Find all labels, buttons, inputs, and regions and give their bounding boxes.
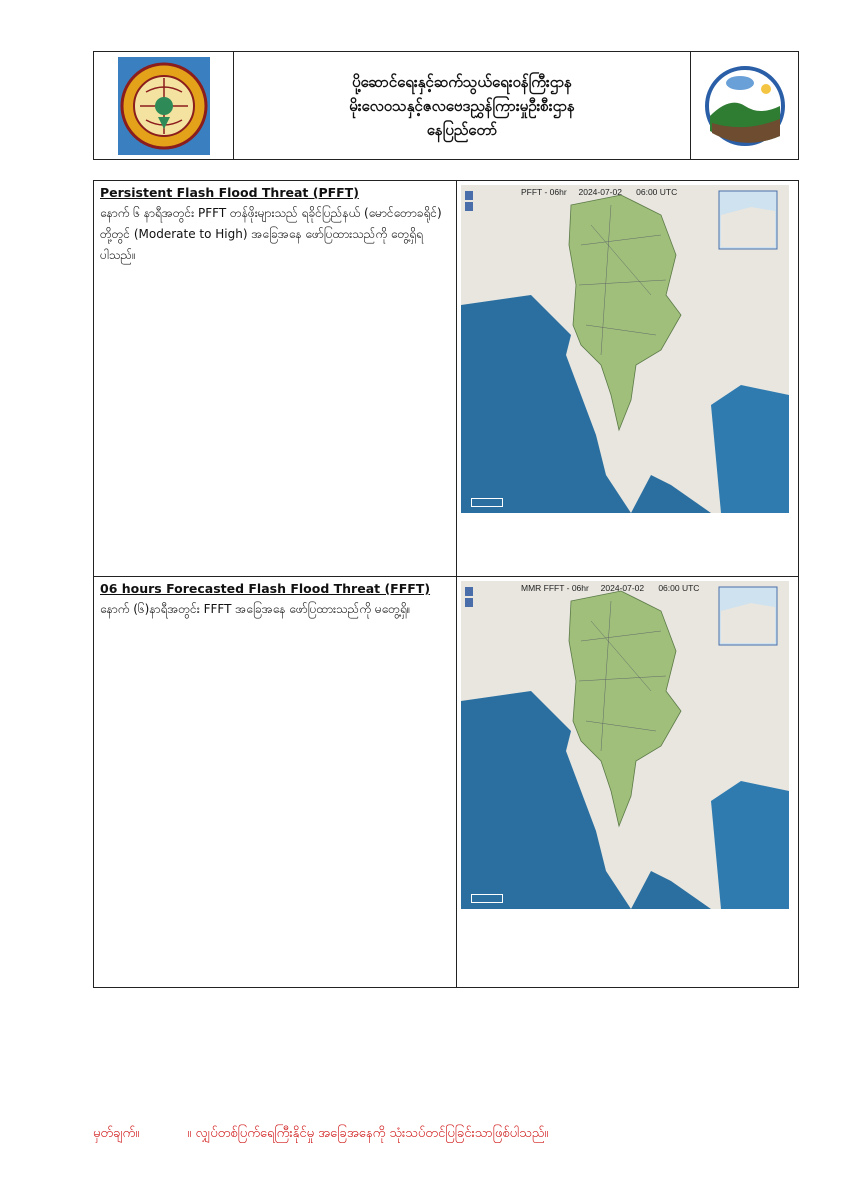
ffft-map-date: 2024-07-02: [600, 583, 645, 593]
ffft-map-header: [521, 583, 699, 593]
ffft-title: 06 hours Forecasted Flash Flood Threat (FFFT): [100, 581, 431, 596]
ffft-zoom-controls[interactable]: [465, 587, 473, 609]
zoom-in-icon[interactable]: [465, 191, 473, 200]
header-title-block: [234, 52, 690, 159]
footer-note: [93, 1125, 548, 1144]
right-logo-cell: [690, 52, 798, 159]
pfft-row: [94, 181, 798, 577]
dmh-emblem-icon: [118, 57, 210, 155]
footer-text: ။ လျှပ်တစ်ပြက်ရေကြီးနိုင်မှု အခြေအနေကို သုံးသပ်တင်ပြခြင်းသာဖြစ်ပါသည်။: [187, 1126, 549, 1141]
zoom-out-icon[interactable]: [465, 598, 473, 607]
zoom-out-icon[interactable]: [465, 202, 473, 211]
footer-label: မှတ်ချက်။: [93, 1126, 140, 1141]
pfft-map-header: [521, 187, 677, 197]
pfft-map-title: PFFT - 06hr: [521, 187, 567, 197]
left-logo-cell: [94, 52, 234, 159]
pfft-title: Persistent Flash Flood Threat (PFFT): [100, 185, 359, 200]
ffft-description: နောက် (၆)နာရီအတွင်း FFFT အခြေအနေ ဖော်ပြထားသည်ကို မတွေ့ရှိ။: [100, 602, 411, 616]
pfft-zoom-controls[interactable]: [465, 191, 473, 213]
zoom-in-icon[interactable]: [465, 587, 473, 596]
pfft-map-cell: [457, 181, 798, 576]
pfft-description: နောက် ၆ နာရီအတွင်း PFFT တန်ဖိုးများသည် ရခိုင်ပြည်နယ် (မောင်တောခရိုင်) တို့တွင် (Moderate to High) အခြေအနေ ဖော်ပြထားသည်ကို တွေ့ရှိရပါသည်။: [100, 206, 442, 262]
ffft-row: [94, 577, 798, 987]
pfft-map-date: 2024-07-02: [578, 187, 622, 197]
pfft-scale-bar: [471, 498, 503, 507]
pfft-map-time: 06:00 UTC: [636, 187, 678, 197]
hydrological-cycle-icon: [700, 61, 790, 151]
document-header: [93, 51, 799, 160]
ministry-name: ပို့ဆောင်ရေးနှင့်ဆက်သွယ်ရေးဝန်ကြီးဌာန: [352, 72, 572, 91]
ffft-map[interactable]: [461, 581, 789, 909]
ffft-text-cell: [94, 577, 457, 987]
pfft-map[interactable]: [461, 185, 789, 513]
department-name: မိုးလေဝသနှင့်ဇလဗေဒညွှန်ကြားမှုဦးစီးဌာန: [349, 96, 575, 115]
ffft-map-cell: [457, 577, 798, 987]
ffft-scale-bar: [471, 894, 503, 903]
location-name: နေပြည်တော်: [426, 120, 498, 139]
ffft-map-time: 06:00 UTC: [658, 583, 700, 593]
ffft-map-title: MMR FFFT - 06hr: [521, 583, 589, 593]
pfft-text-cell: [94, 181, 457, 576]
report-table: [93, 180, 799, 988]
